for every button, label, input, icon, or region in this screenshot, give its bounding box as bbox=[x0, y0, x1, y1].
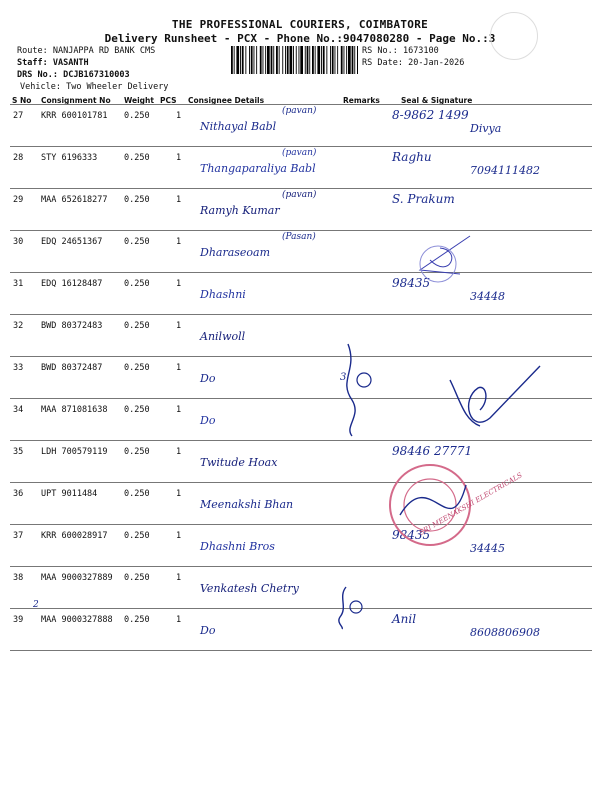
barcode-bar bbox=[242, 46, 244, 74]
row-consignee-name: Twitude Hoax bbox=[200, 456, 278, 469]
row-consignee-name: Anilwoll bbox=[200, 330, 246, 343]
row-pcs: 1 bbox=[176, 405, 182, 415]
barcode-bar bbox=[245, 46, 246, 74]
barcode-bar bbox=[352, 46, 354, 74]
barcode-bar bbox=[332, 46, 334, 74]
signature-scribble-30 bbox=[400, 230, 480, 290]
barcode-bar bbox=[240, 46, 241, 74]
barcode-bar bbox=[249, 46, 250, 74]
row-sno: 39 bbox=[13, 615, 24, 625]
barcode-bar bbox=[357, 46, 358, 74]
barcode-bar bbox=[254, 46, 255, 74]
row-sno: 38 bbox=[13, 573, 24, 583]
row-signature: 98435 bbox=[392, 528, 431, 542]
row-signature: 98435 bbox=[392, 276, 431, 290]
row-consignee-name: Dhashni bbox=[200, 288, 246, 301]
remarks-brace-1 bbox=[318, 340, 378, 440]
barcode-bar bbox=[354, 46, 355, 74]
barcode-bar bbox=[300, 46, 303, 74]
company-title: THE PROFESSIONAL COURIERS, COIMBATORE bbox=[171, 18, 429, 31]
row-pcs: 1 bbox=[176, 237, 182, 247]
table-header-divider bbox=[10, 104, 592, 105]
rs-date-info: RS Date: 20-Jan-2026 bbox=[362, 58, 465, 68]
barcode-bar bbox=[293, 46, 294, 74]
row-divider bbox=[10, 230, 592, 231]
row-sno: 37 bbox=[13, 531, 24, 541]
row-consignment-no: LDH 700579119 bbox=[41, 447, 108, 457]
barcode-bar bbox=[315, 46, 316, 74]
barcode-bar bbox=[296, 46, 297, 74]
row-pcs: 1 bbox=[176, 153, 182, 163]
row-pcs: 1 bbox=[176, 111, 182, 121]
row-signature-extra: Divya bbox=[470, 122, 502, 135]
col-remarks: Remarks bbox=[343, 96, 380, 105]
row-sno: 35 bbox=[13, 447, 24, 457]
row-pcs: 1 bbox=[176, 195, 182, 205]
row-signature-extra: 34445 bbox=[470, 542, 505, 555]
barcode-bar bbox=[317, 46, 320, 74]
row-signature-extra: 8608806908 bbox=[470, 626, 540, 639]
row-consignment-no: KRR 600028917 bbox=[41, 531, 108, 541]
barcode-bar bbox=[279, 46, 280, 74]
remarks-brace-2 bbox=[318, 585, 368, 630]
col-consignment: Consignment No bbox=[41, 96, 111, 105]
row-divider bbox=[10, 650, 592, 651]
barcode-bar bbox=[335, 46, 336, 74]
row-weight: 0.250 bbox=[124, 573, 150, 583]
barcode-bar bbox=[305, 46, 306, 74]
barcode-bar bbox=[231, 46, 233, 74]
row-consignee-name: Ramyh Kumar bbox=[200, 204, 280, 217]
row-weight: 0.250 bbox=[124, 237, 150, 247]
row-pcs: 1 bbox=[176, 573, 182, 583]
runsheet-subtitle: Delivery Runsheet - PCX - Phone No.:9047080280 - Page No.:3 bbox=[104, 32, 496, 45]
row-signature: Raghu bbox=[392, 150, 432, 164]
row-divider bbox=[10, 608, 592, 609]
barcode-bar bbox=[344, 46, 345, 74]
row-consignment-no: UPT 9011484 bbox=[41, 489, 98, 499]
row-consignee-name: Venkatesh Chetry bbox=[200, 582, 299, 595]
row-sno: 33 bbox=[13, 363, 24, 373]
row-sno: 34 bbox=[13, 405, 24, 415]
row-divider bbox=[10, 188, 592, 189]
row-divider bbox=[10, 314, 592, 315]
barcode-bar bbox=[287, 46, 289, 74]
row-consignment-no: STY 6196333 bbox=[41, 153, 98, 163]
col-seal-signature: Seal & Signature bbox=[401, 96, 473, 105]
row-signature: 8-9862 1499 bbox=[392, 108, 469, 122]
staff-value: VASANTH bbox=[52, 58, 89, 68]
row-sno: 30 bbox=[13, 237, 24, 247]
row-consignee-note: (Pasan) bbox=[282, 232, 316, 242]
row-weight: 0.250 bbox=[124, 531, 150, 541]
barcode-bar bbox=[234, 46, 235, 74]
row-pcs: 1 bbox=[176, 279, 182, 289]
signature-scribble-33 bbox=[420, 360, 560, 440]
barcode-bar bbox=[271, 46, 273, 74]
barcode-bar bbox=[265, 46, 266, 74]
row-divider bbox=[10, 146, 592, 147]
row-signature-extra: 7094111482 bbox=[470, 164, 540, 177]
row-consignee-name: Thangaparaliya Babl bbox=[200, 162, 316, 175]
faint-stamp-mark bbox=[490, 12, 538, 60]
row-consignee-name: Do bbox=[200, 624, 216, 637]
barcode-bar bbox=[346, 46, 347, 74]
row-consignment-no: MAA 9000327889 bbox=[41, 573, 113, 583]
row-divider bbox=[10, 356, 592, 357]
row-weight: 0.250 bbox=[124, 153, 150, 163]
route-info: Route: NANJAPPA RD BANK CMS bbox=[17, 46, 156, 56]
row-consignee-note: (pavan) bbox=[282, 190, 317, 200]
row-divider bbox=[10, 440, 592, 441]
rs-date-value: 20-Jan-2026 bbox=[408, 58, 465, 68]
row-consignment-no: EDQ 24651367 bbox=[41, 237, 103, 247]
row-weight: 0.250 bbox=[124, 195, 150, 205]
barcode-bar bbox=[341, 46, 343, 74]
row-consignment-no: MAA 871081638 bbox=[41, 405, 108, 415]
barcode-bar bbox=[256, 46, 257, 74]
row-divider bbox=[10, 272, 592, 273]
row-consignee-name: Do bbox=[200, 414, 216, 427]
barcode-bar bbox=[260, 46, 262, 74]
remarks-count-1: 3 bbox=[340, 372, 347, 383]
stamp-text: SRI MEENAKSHI ELECTRICALS bbox=[417, 471, 524, 537]
row-sno: 31 bbox=[13, 279, 24, 289]
route-value: NANJAPPA RD BANK CMS bbox=[52, 46, 156, 56]
row-sno: 28 bbox=[13, 153, 24, 163]
row-signature: S. Prakum bbox=[392, 192, 455, 206]
drs-info: DRS No.: DCJB167310003 bbox=[17, 70, 130, 80]
barcode-bar bbox=[251, 46, 253, 74]
row-weight: 0.250 bbox=[124, 111, 150, 121]
col-pcs: PCS bbox=[160, 96, 177, 105]
row-consignment-no: EDQ 16128487 bbox=[41, 279, 103, 289]
staff-info: Staff: VASANTH bbox=[17, 58, 89, 68]
barcode-bar bbox=[326, 46, 327, 74]
rs-no-value: 1673100 bbox=[402, 46, 439, 56]
col-weight: Weight bbox=[124, 96, 154, 105]
barcode-bar bbox=[285, 46, 286, 74]
row-pcs: 1 bbox=[176, 531, 182, 541]
row-pcs: 1 bbox=[176, 447, 182, 457]
drs-value: DCJB167310003 bbox=[63, 70, 130, 80]
row-consignment-no: BWD 80372487 bbox=[41, 363, 103, 373]
remarks-count-2: 2 bbox=[33, 600, 39, 610]
row-weight: 0.250 bbox=[124, 489, 150, 499]
barcode-bar bbox=[282, 46, 283, 74]
barcode-bar bbox=[273, 46, 274, 74]
rs-no-info: RS No.: 1673100 bbox=[362, 46, 439, 56]
row-weight: 0.250 bbox=[124, 447, 150, 457]
barcode-bar bbox=[337, 46, 338, 74]
row-consignee-name: Dharaseoam bbox=[200, 246, 271, 259]
col-sno: S No bbox=[12, 96, 32, 105]
row-weight: 0.250 bbox=[124, 321, 150, 331]
row-pcs: 1 bbox=[176, 615, 182, 625]
barcode-bar bbox=[307, 46, 309, 74]
row-sno: 27 bbox=[13, 111, 24, 121]
barcode-bar bbox=[330, 46, 331, 74]
barcode-bar bbox=[309, 46, 310, 74]
barcode-bar bbox=[267, 46, 270, 74]
vehicle-value: Two Wheeler Delivery bbox=[66, 82, 169, 92]
row-signature-extra: 34448 bbox=[470, 290, 505, 303]
row-consignment-no: BWD 80372483 bbox=[41, 321, 103, 331]
row-signature: 98446 27771 bbox=[392, 444, 473, 458]
row-divider bbox=[10, 566, 592, 567]
row-divider bbox=[10, 524, 592, 525]
row-weight: 0.250 bbox=[124, 363, 150, 373]
barcode-bar bbox=[276, 46, 278, 74]
barcode-bar bbox=[263, 46, 264, 74]
row-pcs: 1 bbox=[176, 321, 182, 331]
barcode-bar bbox=[290, 46, 293, 74]
barcode-bar bbox=[312, 46, 314, 74]
barcode-bar bbox=[236, 46, 239, 74]
row-consignee-name: Meenakshi Bhan bbox=[200, 498, 294, 511]
col-consignee: Consignee Details bbox=[188, 96, 265, 105]
row-pcs: 1 bbox=[176, 489, 182, 499]
drs-barcode bbox=[231, 46, 358, 74]
barcode-bar bbox=[299, 46, 300, 74]
row-pcs: 1 bbox=[176, 363, 182, 373]
barcode-bar bbox=[323, 46, 325, 74]
row-consignee-name: Dhashni Bros bbox=[200, 540, 275, 553]
row-consignee-name: Do bbox=[200, 372, 216, 385]
barcode-bar bbox=[348, 46, 351, 74]
row-sno: 36 bbox=[13, 489, 24, 499]
row-sno: 32 bbox=[13, 321, 24, 331]
row-weight: 0.250 bbox=[124, 279, 150, 289]
row-consignee-name: Nithayal Babl bbox=[200, 120, 277, 133]
row-consignee-note: (pavan) bbox=[282, 148, 317, 158]
row-sno: 29 bbox=[13, 195, 24, 205]
row-weight: 0.250 bbox=[124, 405, 150, 415]
barcode-bar bbox=[321, 46, 322, 74]
row-weight: 0.250 bbox=[124, 615, 150, 625]
row-consignee-note: (pavan) bbox=[282, 106, 317, 116]
vehicle-info: Vehicle: Two Wheeler Delivery bbox=[20, 82, 169, 92]
row-consignment-no: MAA 9000327888 bbox=[41, 615, 113, 625]
row-signature: Anil bbox=[392, 612, 417, 626]
row-consignment-no: MAA 652618277 bbox=[41, 195, 108, 205]
row-consignment-no: KRR 600101781 bbox=[41, 111, 108, 121]
